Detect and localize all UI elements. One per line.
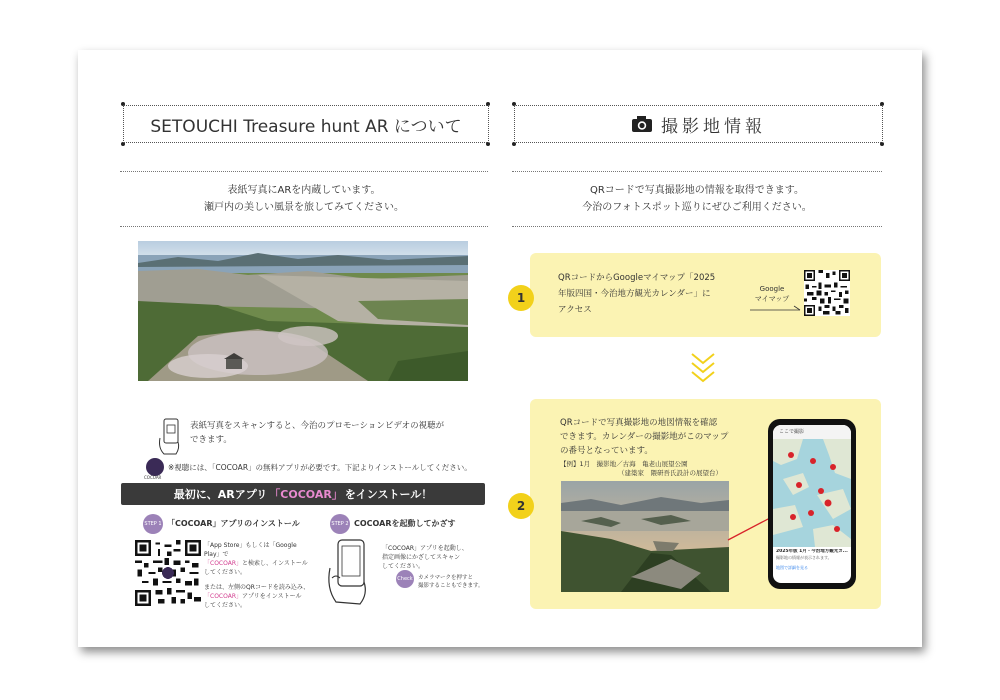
left-intro [120, 182, 488, 216]
right-intro-line: QRコードで写真撮影地の情報を取得できます。 [589, 185, 805, 196]
banner-text: 最初に、ARアプリ [173, 488, 268, 501]
box-2-line: QRコードで写真撮影地の地図情報を確認 [560, 418, 718, 428]
cocoar-note: ※視聴には、「COCOAR」の無料アプリが必要です。下記よりインストールしてください。 [168, 463, 472, 472]
cocoar-logo-icon [146, 458, 164, 476]
chevron-down-icon [690, 351, 716, 385]
phone-scan-icon [156, 418, 186, 456]
hand-holding-phone-icon [324, 538, 376, 606]
phone-map [773, 439, 851, 547]
check-line: カメラマークを押すと [418, 575, 474, 581]
phone-card-link[interactable]: 地図で詳細を見る [776, 565, 808, 570]
brochure-spread [78, 50, 922, 647]
check-label: Check [397, 576, 413, 582]
app-name-highlight: 「COCOAR」 [204, 560, 242, 567]
step-1-line: アプリをインストール [242, 593, 302, 600]
google-mymaps-label [742, 284, 802, 304]
number-2-text: 2 [516, 499, 526, 513]
check-note [418, 574, 488, 590]
box-1-line: 年版四国・今治地方観光カレンダー」に [558, 289, 711, 299]
left-intro-line: 表紙写真にARを内蔵しています。 [227, 185, 381, 196]
phone-header: ここで撮影 [773, 425, 851, 439]
observatory-photo [561, 481, 729, 592]
step-1-instructions [204, 541, 314, 610]
step-1-line: 「App Store」もしくは「Google Play」で [204, 542, 297, 558]
right-section-title [514, 105, 883, 143]
smartphone-mockup [768, 419, 856, 589]
step-1-line: と検索し、インストール [242, 560, 308, 567]
aerial-cover-photo [138, 241, 468, 381]
dotted-divider [120, 226, 488, 227]
camera-icon [631, 115, 653, 133]
check-line: 撮影することもできます。 [418, 583, 484, 589]
google-label-line: マイマップ [754, 295, 790, 303]
dotted-divider [512, 226, 882, 227]
step-2-instructions [382, 544, 482, 571]
step-2-badge [330, 514, 350, 534]
box-2-line: できます。カレンダーの撮影地がこのマップ [560, 432, 729, 442]
phone-screen [773, 425, 851, 583]
arrow-right-icon [750, 304, 802, 312]
step-1-line: してください。 [204, 569, 247, 576]
left-title-text: SETOUCHI Treasure hunt AR について [150, 116, 462, 137]
right-title-text: 撮影地情報 [661, 116, 766, 137]
banner-app-name: 「COCOAR」 [269, 488, 343, 501]
google-mymaps-qr-code[interactable] [804, 270, 850, 316]
scan-text-line: 表紙写真をスキャンすると、今治のプロモーションビデオの視聴が [190, 421, 445, 431]
box-2-text [560, 416, 760, 458]
step-1-line: してください。 [204, 602, 247, 609]
phone-card-title: 2025年版 1月・今治地方観光カ... [776, 549, 848, 554]
right-intro-line: 今治のフォトスポット巡りにぜひご利用ください。 [582, 202, 812, 213]
step-2-line: 指定画像にかざしてスキャン [382, 554, 461, 561]
phone-info-card [776, 549, 848, 579]
number-1-text: 1 [516, 291, 526, 305]
box-1-text [558, 270, 728, 318]
google-label-line: Google [759, 285, 785, 293]
cocoar-logo-text: COCOAR [144, 475, 162, 480]
step-1-badge-text: STEP 1 [144, 521, 162, 527]
number-circle-1 [508, 285, 534, 311]
scan-text-line: できます。 [190, 435, 232, 445]
banner-text: をインストール！ [344, 488, 433, 501]
step-2-line: 「COCOAR」アプリを起動し、 [382, 545, 468, 552]
phone-card-text: 撮影地の情報が表示されます。 [776, 555, 832, 560]
example-line: 【例】1月 撮影地／古海 亀老山展望公園 [560, 460, 688, 468]
aerial-landscape-image [138, 241, 468, 381]
box-1-line: QRコードからGoogleマイマップ「2025 [558, 273, 716, 283]
step-2-line: してください。 [382, 563, 425, 570]
kirosan-observatory-image [561, 481, 729, 592]
install-banner [121, 483, 485, 505]
check-badge [396, 570, 414, 588]
step-2-badge-text: STEP 2 [331, 521, 349, 527]
step-2-title: COCOARを起動してかざす [354, 519, 456, 528]
step-1-line: または、左側のQRコードを読み込み、 [204, 584, 310, 591]
right-intro [512, 182, 882, 216]
example-caption [560, 460, 760, 478]
cocoar-install-qr-code[interactable] [135, 540, 201, 606]
example-line: （建築家 隈研吾氏設計の展望台） [618, 469, 722, 477]
step-1-title: 「COCOAR」アプリのインストール [167, 519, 300, 528]
left-section-title [123, 105, 489, 143]
scan-description [190, 419, 480, 447]
number-circle-2 [508, 493, 534, 519]
dotted-divider [512, 171, 882, 172]
app-name-highlight: 「COCOAR」 [204, 593, 242, 600]
dotted-divider [120, 171, 488, 172]
box-2-line: の番号となっています。 [560, 446, 653, 456]
step-1-badge [143, 514, 163, 534]
box-1-line: アクセス [558, 305, 592, 315]
left-intro-line: 瀬戸内の美しい風景を旅してみてください。 [204, 202, 404, 213]
